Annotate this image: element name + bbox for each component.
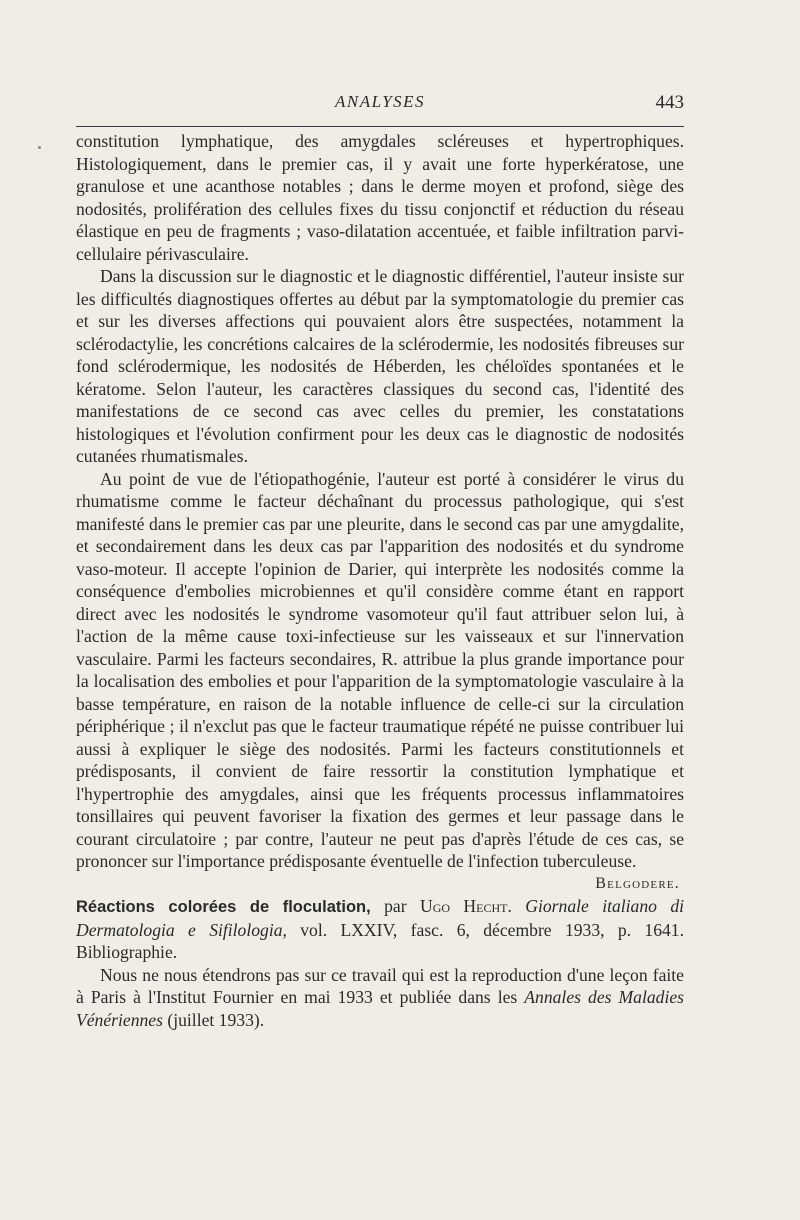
review-author: Ugo Hecht.: [420, 896, 512, 916]
review-journal: Giornale italiano di Dermatologia e Sifilologia,: [76, 896, 685, 940]
header-rule: [76, 126, 684, 127]
review-body: [76, 964, 684, 1032]
review-heading: [76, 895, 684, 964]
running-title: ANALYSES: [334, 92, 426, 111]
review-body-start: Nous ne nous étendrons pas sur ce travail qui est la reproduction d'une leçon faite à Paris à l'Institut Fournier en mai 1933 et publiée dans les: [76, 964, 684, 1007]
page-number: 443: [655, 92, 684, 113]
review-title: Réactions colorées de floculation,: [76, 898, 371, 916]
review-body-end: (juillet 1933).: [167, 1009, 265, 1030]
body-text: [76, 130, 684, 1031]
review-body-italic: Annales des Maladies Vénériennes: [76, 987, 684, 1030]
margin-dot: [38, 146, 41, 149]
paragraph-2: Dans la discussion sur le diagnostic et le diagnostic différentiel, l'auteur insiste sur les difficultés diagnostiques offertes au début par la symptomatologie du premier cas et sur les diverses affections qui pouvaient alors être suspectées, notamment la sclérodactylie, les concrétions calcaires de la sclérodermie, les nodosités fibreuses sur fond sclérodermique, les nodosités de Héberden, les chéloïdes spontanées et le kératome. Selon l'auteur, les caractères classiques du second cas, l'identité des manifestations de ce second cas avec celles du premier, les constatations histologiques et l'évolution confirment pour les deux cas le diagnostic de nodosités cutanées rhumatismales.: [76, 266, 684, 466]
review-details: vol. LXXIV, fasc. 6, décembre 1933, p. 1641. Bibliographie.: [76, 919, 684, 962]
paragraph-1: constitution lymphatique, des amygdales scléreuses et hypertrophiques. Histologiquement, dans le premier cas, il y avait une forte hyperkératose, une granulose et une acanthose notables ; dans le derme moyen et profond, siège des nodosités, prolifération des cellules fixes du tissu conjonctif et réduction du réseau élastique en peu de fragments ; vaso-dilatation accentuée, et faible infiltration parvi-cellulaire périvasculaire.: [76, 131, 684, 264]
paragraph-3: Au point de vue de l'étiopathogénie, l'auteur est porté à considérer le virus du rhumatisme comme le facteur déchaînant du processus pathologique, qui s'est manifesté dans le premier cas par une pleurite, dans le second cas par une amygdalite, et secondairement dans les deux cas par l'apparition des nodosités et du syndrome vaso-moteur. Il accepte l'opinion de Darier, qui interprète les nodosités comme la conséquence d'embolies microbiennes et qu'il considère comme étant en rapport direct avec les nodosités le syndrome vasomoteur qu'il faut attribuer selon lui, à l'action de la même cause toxi-infectieuse sur les vaisseaux et sur l'innervation vasculaire. Parmi les facteurs secondaires, R. attribue la plus grande importance pour la localisation des embolies et pour l'apparition de la symptomatologie vasculaire à la basse température, en raison de la notable influence de celle-ci sur la circulation périphérique ; il n'exclut pas que le facteur traumatique répété ne puisse contribuer lui aussi à expliquer le siège des nodosités. Parmi les facteurs constitutionnels et prédisposants, il convient de faire ressortir la constitution lymphatique et l'hypertrophie des amygdales, ainsi que les fréquents processus inflammatoires tonsillaires qui peuvent favoriser la fixation des germes et leur passage dans le courant circulatoire ; par contre, l'auteur ne peut pas d'après l'étude de ces cas, se prononcer sur l'importance prédisposante éventuelle de l'infection tuberculeuse.: [76, 468, 684, 871]
review-by: par: [384, 896, 407, 916]
page-header: [76, 92, 684, 116]
signature: Belgodere.: [595, 874, 680, 892]
